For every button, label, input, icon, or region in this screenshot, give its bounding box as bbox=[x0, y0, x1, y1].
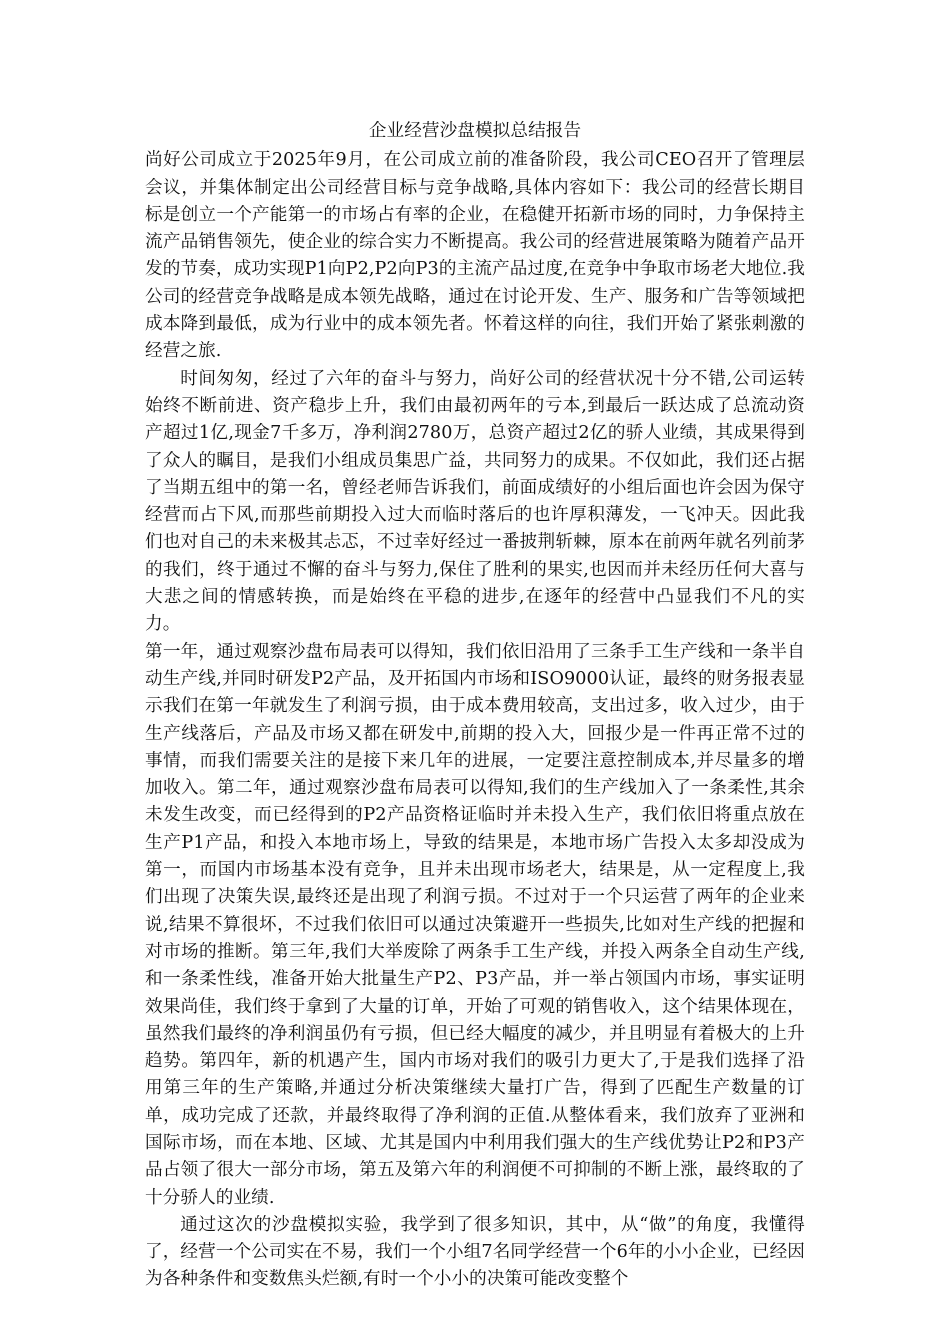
document-page bbox=[145, 118, 805, 1294]
paragraph-intro: 尚好公司成立于2025年9月，在公司成立前的准备阶段，我公司CEO召开了管理层会议，并集体制定出公司经营目标与竞争战略,具体内容如下：我公司的经营长期目标是创立一个产能第一的市场占有率的企业，在稳健开拓新市场的同时，力争保持主流产品销售领先，使企业的综合实力不断提高。我公司的经营进展策略为随着产品开发的节奏，成功实现P1向P2,P2向P3的主流产品过度,在竞争中争取市场老大地位.我公司的经营竞争战略是成本领先战略，通过在讨论开发、生产、服务和广告等领域把成本降到最低，成为行业中的成本领先者。怀着这样的向往，我们开始了紧张刺激的经营之旅. bbox=[145, 150, 805, 362]
document-title: 企业经营沙盘模拟总结报告 bbox=[368, 121, 582, 141]
paragraph-lessons: 通过这次的沙盘模拟实验，我学到了很多知识，其中，从“做”的角度，我懂得了，经营一个公司实在不易，我们一个小组7名同学经营一个6年的小小企业，已经因为各种条件和变数焦头烂额,有时一个小小的决策可能改变整个 bbox=[145, 1214, 805, 1290]
paragraph-results: 时间匆匆，经过了六年的奋斗与努力，尚好公司的经营状况十分不错,公司运转始终不断前进、资产稳步上升，我们由最初两年的亏本,到最后一跃达成了总流动资产超过1亿,现金7千多万，净利润2780万，总资产超过2亿的骄人业绩，其成果得到了众人的瞩目，是我们小组成员集思广益，共同努力的成果。不仅如此，我们还占据了当期五组中的第一名，曾经老师告诉我们，前面成绩好的小组后面也许会因为保守经营而占下风,而那些前期投入过大而临时落后的也许厚积薄发，一飞冲天。因此我们也对自己的未来极其忐忑，不过幸好经过一番披荆斩棘，原本在前两年就名列前茅的我们，终于通过不懈的奋斗与努力,保住了胜利的果实,也因而并未经历任何大喜与大悲之间的情感转换，而是始终在平稳的进步,在逐年的经营中凸显我们不凡的实力。 bbox=[145, 368, 805, 635]
paragraph-yearly-review: 第一年，通过观察沙盘布局表可以得知，我们依旧沿用了三条手工生产线和一条半自动生产线,并同时研发P2产品，及开拓国内市场和ISO9000认证，最终的财务报表显示我们在第一年就发生了利润亏损，由于成本费用较高，支出过多，收入过少，由于生产线落后，产品及市场又都在研发中,前期的投入大，回报少是一件再正常不过的事情，而我们需要关注的是接下来几年的进展，一定要注意控制成本,并尽量多的增加收入。第二年，通过观察沙盘布局表可以得知,我们的生产线加入了一条柔性,其余未发生改变，而已经得到的P2产品资格证临时并未投入生产，我们依旧将重点放在生产P1产品，和投入本地市场上，导致的结果是，本地市场广告投入太多却没成为第一，而国内市场基本没有竞争，且并未出现市场老大，结果是，从一定程度上,我们出现了决策失误,最终还是出现了利润亏损。不过对于一个只运营了两年的企业来说,结果不算很坏，不过我们依旧可以通过决策避开一些损失,比如对生产线的把握和对市场的推断。第三年,我们大举废除了两条手工生产线，并投入两条全自动生产线,和一条柔性线，准备开始大批量生产P2、P3产品，并一举占领国内市场，事实证明效果尚佳，我们终于拿到了大量的订单，开始了可观的销售收入，这个结果体现在，虽然我们最终的净利润虽仍有亏损，但已经大幅度的减少，并且明显有着极大的上升趋势。第四年，新的机遇产生，国内市场对我们的吸引力更大了,于是我们选择了沿用第三年的生产策略,并通过分析决策继续大量打广告，得到了匹配生产数量的订单，成功完成了还款，并最终取得了净利润的正值.从整体看来，我们放弃了亚洲和国际市场，而在本地、区域、尤其是国内中利用我们强大的生产线优势让P2和P3产品占领了很大一部分市场，第五及第六年的利润便不可抑制的不断上涨，最终取的了十分骄人的业绩. bbox=[145, 641, 805, 1208]
